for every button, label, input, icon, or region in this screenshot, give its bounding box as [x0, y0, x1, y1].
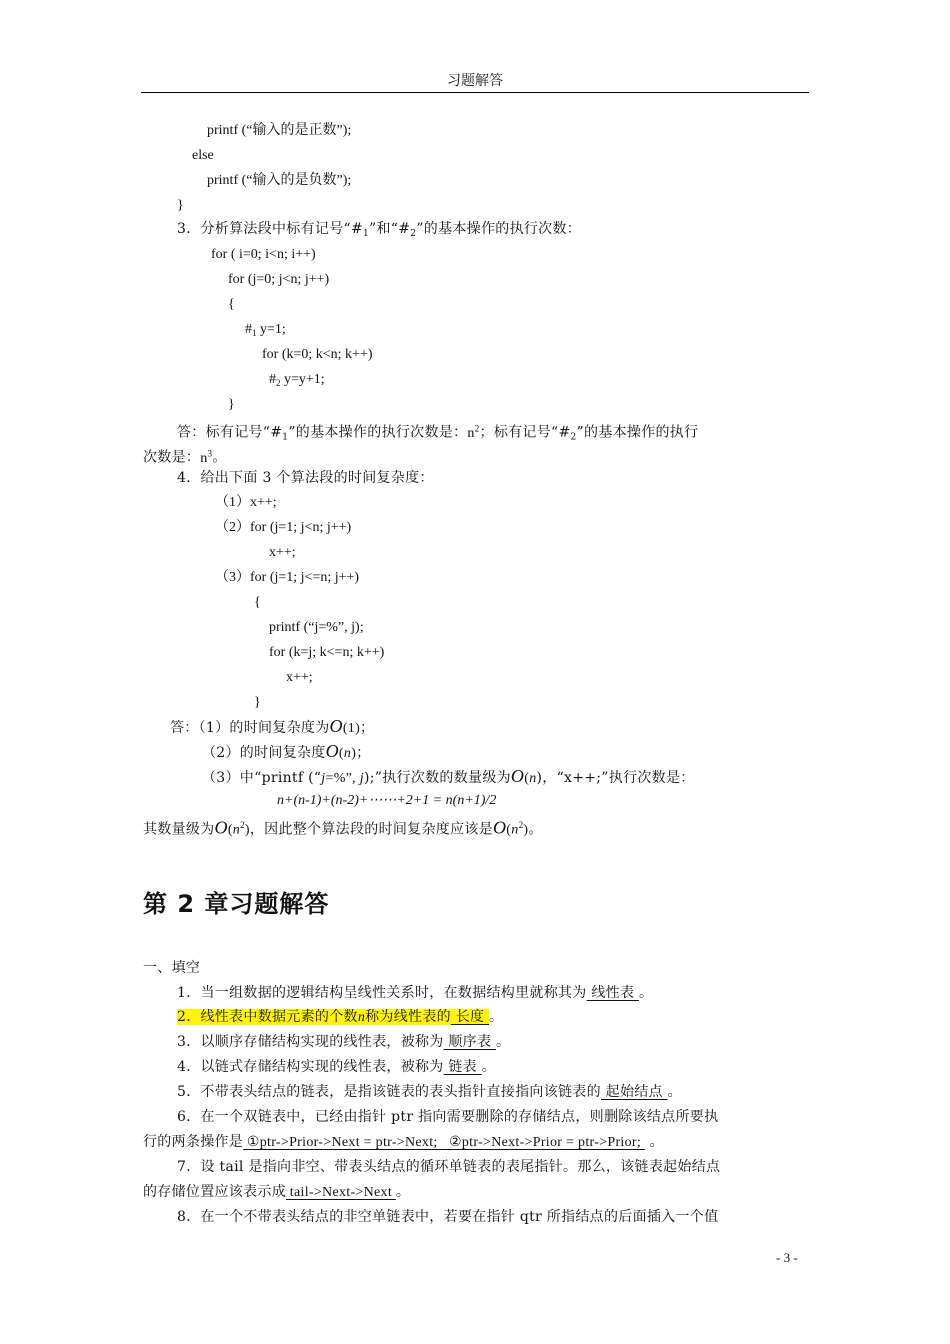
fill-item-8-line1: 8．在一个不带表头结点的非空单链表中，若要在指针 qtr 所指结点的后面插入一个值 [177, 1209, 719, 1225]
code-line: else [192, 148, 214, 163]
section-title: 一、填空 [143, 960, 201, 976]
code-line: { [228, 297, 235, 312]
page-number: - 3 - [776, 1250, 798, 1265]
fill-item-3: 3．以顺序存储结构实现的线性表，被称为 顺序表 。 [177, 1034, 511, 1050]
fill-item-7-line1: 7．设 tail 是指向非空、带表头结点的循环单链表的表尾指针。那么，该链表起始结点 [177, 1159, 721, 1175]
fill-item-7-line2: 的存储位置应该表示成 tail->Next->Next 。 [143, 1184, 411, 1200]
answer-4-line3: （3）中“printf (“j=%”, j);”执行次数的数量级为O(n)，“x++;”执行次数是： [202, 766, 695, 786]
fill-item-6-line2: 行的两条操作是 ①ptr->Prior->Next = ptr->Next; ②ptr->Next->Prior = ptr->Prior; 。 [143, 1134, 664, 1150]
code-line: for ( i=0; i<n; i++) [211, 247, 316, 262]
code-line: for (k=j; k<=n; k++) [269, 645, 385, 660]
code-line: { [254, 595, 261, 610]
answer-3-line1: 答：标有记号“$\#_1$”的基本操作的执行次数是：$n^2$；标有记号“$\#_2$”的基本操作的执行 [177, 423, 699, 443]
code-line: } [254, 695, 261, 710]
code-line: x++; [286, 670, 313, 685]
answer-4-line1: 答：（1）的时间复杂度为O(1)； [170, 716, 375, 736]
code-line: printf (“j=%”, j); [269, 620, 364, 635]
answer-4-line2: （2）的时间复杂度O(n)； [202, 741, 371, 761]
fill-item-6-line1: 6．在一个双链表中，已经由指针 ptr 指向需要删除的存储结点，则删除该结点所要执 [177, 1109, 719, 1125]
code-line: printf (“输入的是正数”); [207, 123, 352, 138]
code-line: （2）for (j=1; j<n; j++) [215, 520, 352, 535]
fill-item-4: 4．以链式存储结构实现的线性表，被称为 链表 。 [177, 1059, 497, 1075]
question-4: 4．给出下面 3 个算法段的时间复杂度： [177, 470, 434, 486]
code-line: printf (“输入的是负数”); [207, 173, 352, 188]
answer-3-line2: 次数是：$n^3$。 [143, 448, 227, 466]
code-line: $\#_1$ y=1; [245, 322, 286, 338]
fill-item-1: 1．当一组数据的逻辑结构呈线性关系时，在数据结构里就称其为 线性表 。 [177, 985, 654, 1001]
highlight: n称为线性表的 长度 [357, 1009, 490, 1025]
code-line: for (j=0; j<n; j++) [228, 272, 330, 287]
header-rule [141, 92, 809, 93]
chapter-title: 第 2 章习题解答 [143, 890, 330, 918]
code-line: （1）x++; [215, 495, 277, 510]
code-line: x++; [269, 545, 296, 560]
code-line: } [177, 198, 184, 213]
answer-4-conclusion: 其数量级为$O(n^2)$，因此整个算法段的时间复杂度应该是$O(n^2)$。 [143, 817, 543, 838]
question-3: 3．分析算法段中标有记号“$\#_1$”和“$\#_2$”的基本操作的执行次数： [177, 221, 582, 239]
fill-item-5: 5．不带表头结点的链表，是指该链表的表头指针直接指向该链表的 起始结点 。 [177, 1084, 682, 1100]
page-header-title: 习题解答 [447, 73, 503, 89]
code-line: $\#_2$ y=y+1; [269, 372, 325, 388]
code-line: } [228, 397, 235, 412]
formula: n+(n-1)+(n-2)+⋯⋯+2+1 = n(n+1)/2 [277, 793, 497, 808]
code-line: for (k=0; k<n; k++) [262, 347, 373, 362]
code-line: （3）for (j=1; j<=n; j++) [215, 570, 360, 585]
fill-item-2: 2．线性表中数据元素的个数n称为线性表的 长度 。 [177, 1009, 504, 1025]
